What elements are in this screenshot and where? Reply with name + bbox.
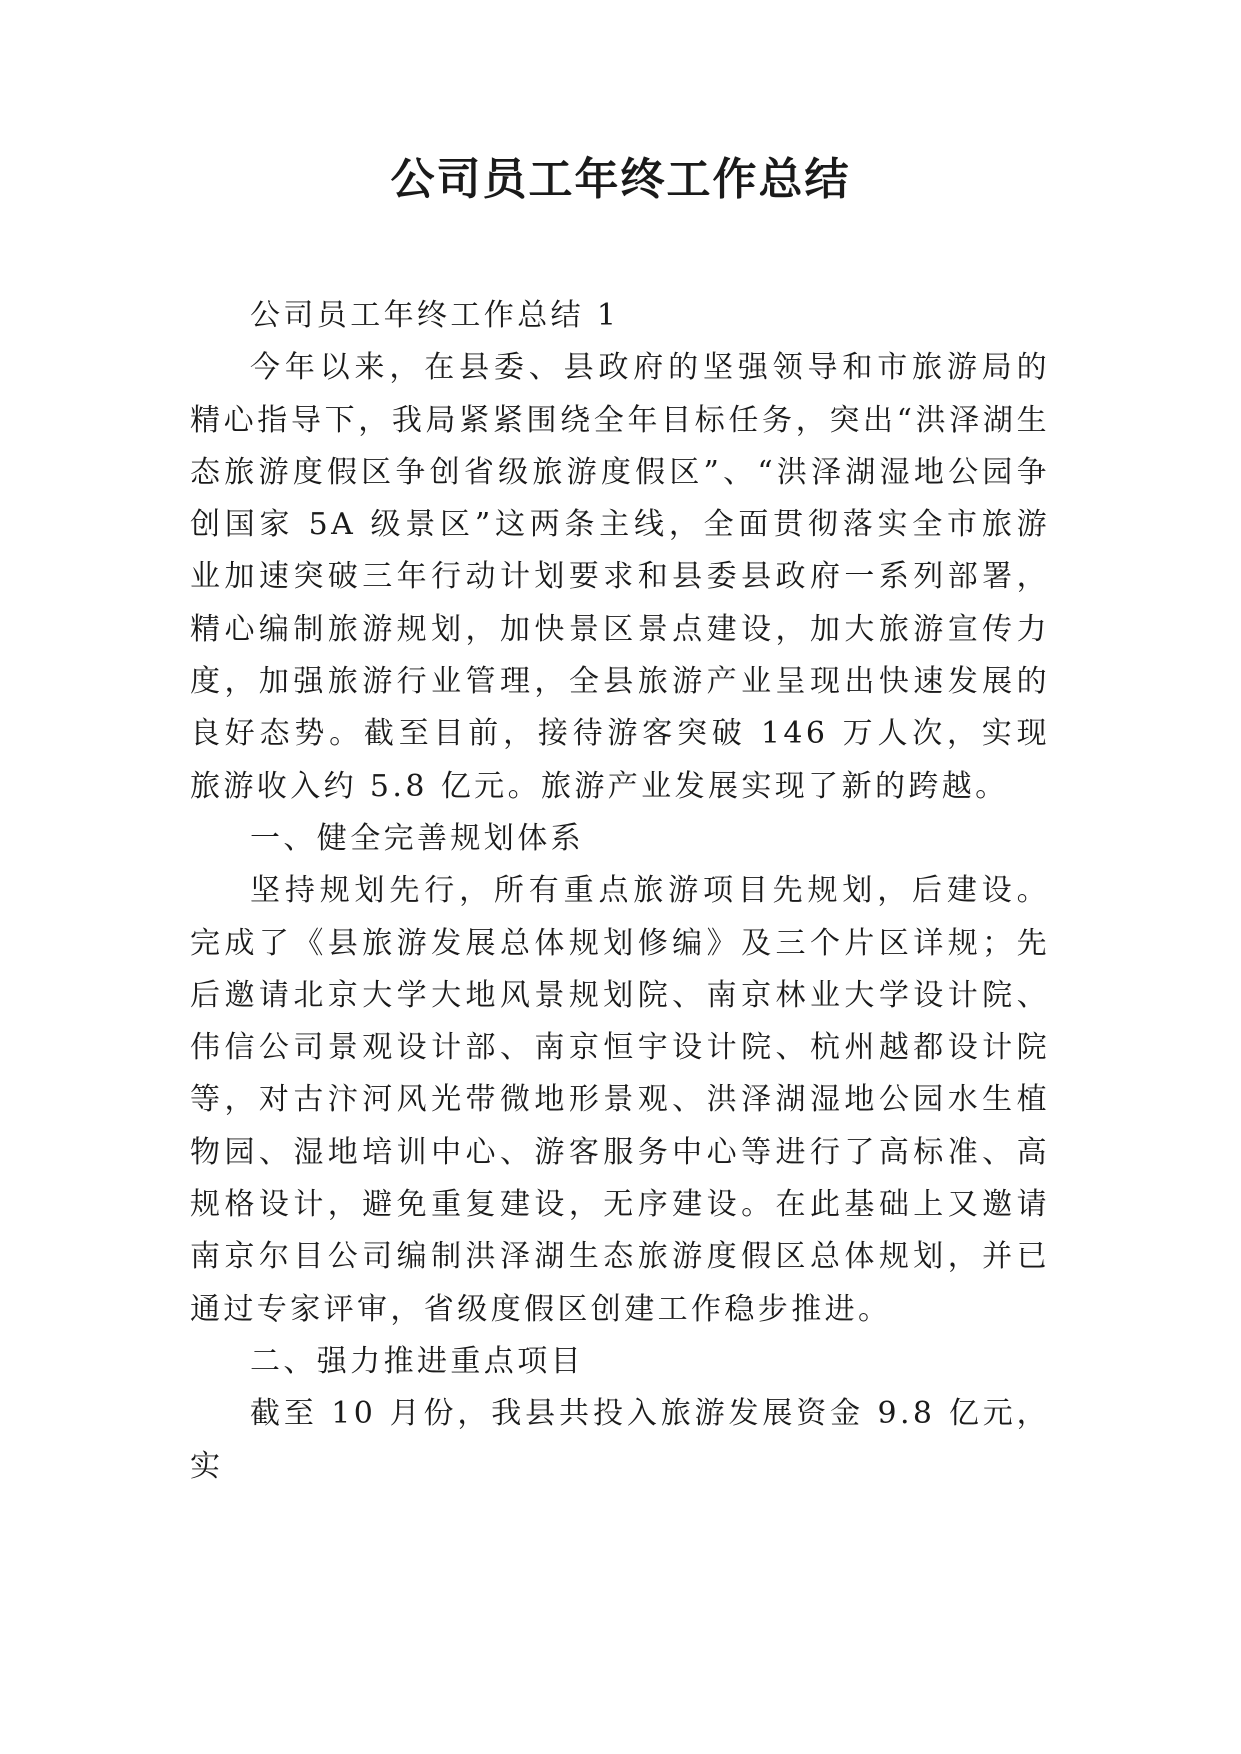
- body-paragraph: 今年以来，在县委、县政府的坚强领导和市旅游局的精心指导下，我局紧紧围绕全年目标任务，突出“洪泽湖生态旅游度假区争创省级旅游度假区”、“洪泽湖湿地公园争创国家 5A 级景区”这两条主线，全面贯彻落实全市旅游业加速突破三年行动计划要求和县委县政府一系列部署，精心编制旅游规划，加快景区景点建设，加大旅游宣传力度，加强旅游行业管理，全县旅游产业呈现出快速发展的良好态势。截至目前，接待游客突破 146 万人次，实现旅游收入约 5.8 亿元。旅游产业发展实现了新的跨越。: [190, 350, 1050, 804]
- section-heading: 一、健全完善规划体系: [250, 820, 584, 856]
- section-subtitle: 公司员工年终工作总结 1: [250, 298, 620, 333]
- document-body: [190, 290, 1050, 1493]
- document-title: 公司员工年终工作总结: [390, 154, 851, 205]
- body-paragraph: 截至 10 月份，我县共投入旅游发展资金 9.8 亿元，实: [190, 1396, 1050, 1484]
- section-heading: 二、强力推进重点项目: [250, 1343, 584, 1379]
- body-paragraph: 坚持规划先行，所有重点旅游项目先规划，后建设。完成了《县旅游发展总体规划修编》及三个片区详规；先后邀请北京大学大地风景规划院、南京林业大学设计院、伟信公司景观设计部、南京恒宇设计院、杭州越都设计院等，对古汴河风光带微地形景观、洪泽湖湿地公园水生植物园、湿地培训中心、游客服务中心等进行了高标准、高规格设计，避免重复建设，无序建设。在此基础上又邀请南京尔目公司编制洪泽湖生态旅游度假区总体规划，并已通过专家评审，省级度假区创建工作稳步推进。: [190, 873, 1050, 1327]
